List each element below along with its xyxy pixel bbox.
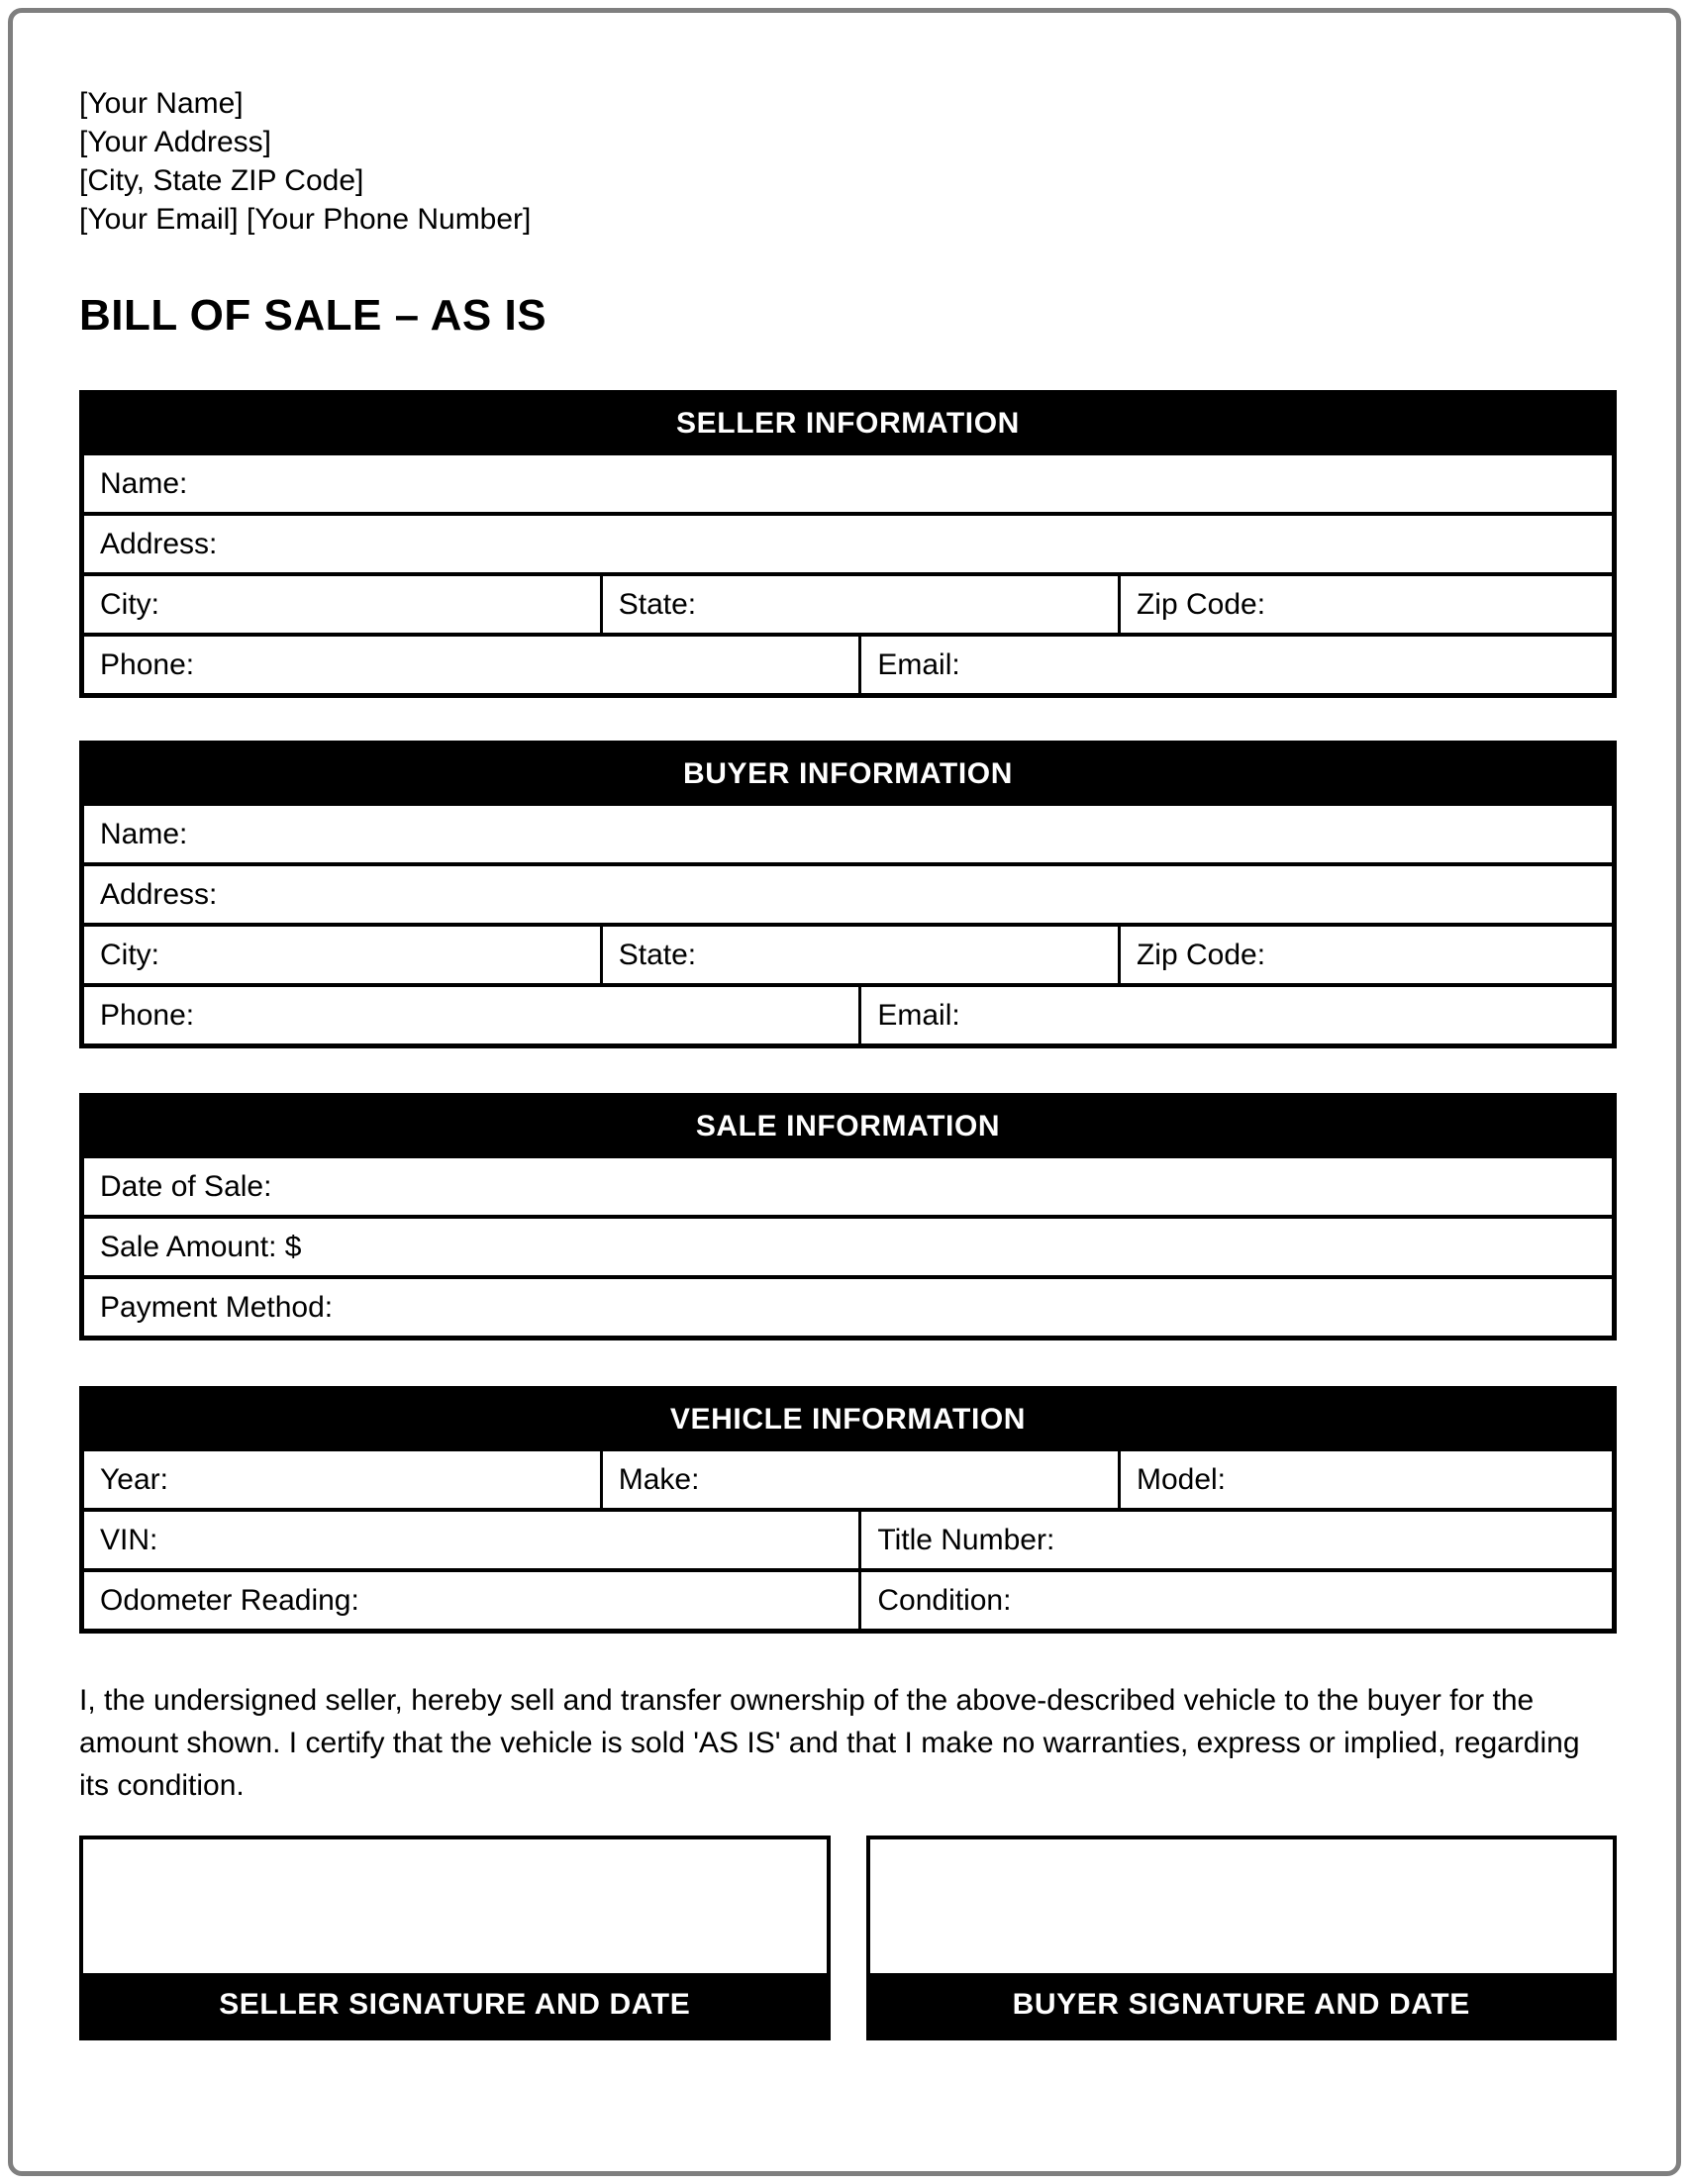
vehicle-odometer-label: Odometer Reading: [100,1583,359,1617]
sale-information-table [79,1093,1617,1340]
vehicle-odometer-field[interactable] [82,1570,860,1632]
sender-address-block [79,84,1617,239]
buyer-city-field[interactable] [82,925,602,985]
seller-section-header: SELLER INFORMATION [82,393,1615,454]
vehicle-title-number-field[interactable] [860,1510,1615,1570]
buyer-address-label: Address: [100,877,218,911]
seller-phone-field[interactable] [82,635,860,696]
seller-city-field[interactable] [82,574,602,635]
buyer-section-header: BUYER INFORMATION [82,744,1615,805]
date-of-sale-label: Date of Sale: [100,1169,272,1203]
buyer-signature-caption: BUYER SIGNATURE AND DATE [870,1973,1614,2036]
vehicle-model-field[interactable] [1119,1449,1614,1510]
as-is-declaration-paragraph: I, the undersigned seller, hereby sell and transfer ownership of the above-described vehicle to the buyer for the amount shown. I certify that the vehicle is sold 'AS IS' and that I make no warranties, express or implied, regarding its condition. [79,1684,1580,1802]
buyer-phone-label: Phone: [100,998,195,1032]
signature-row [79,1836,1617,2040]
buyer-email-label: Email: [877,998,960,1032]
buyer-state-field[interactable] [601,925,1119,985]
sale-amount-label: Sale Amount: $ [100,1230,302,1263]
seller-email-field[interactable] [860,635,1615,696]
sender-city-line: [City, State ZIP Code] [79,164,364,197]
payment-method-field[interactable] [82,1277,1615,1339]
vehicle-make-label: Make: [618,1462,700,1496]
sale-section-header: SALE INFORMATION [82,1096,1615,1157]
seller-email-label: Email: [877,647,960,681]
buyer-information-table [79,741,1617,1048]
document-page [8,8,1681,2176]
seller-signature-field[interactable] [83,1839,827,1973]
sender-contact-line: [Your Email] [Your Phone Number] [79,203,532,236]
seller-signature-box [79,1836,831,2040]
sender-address-line: [Your Address] [79,126,272,158]
vehicle-make-field[interactable] [601,1449,1119,1510]
date-of-sale-field[interactable] [82,1156,1615,1217]
buyer-address-field[interactable] [82,864,1615,925]
buyer-state-label: State: [618,938,697,971]
buyer-signature-field[interactable] [870,1839,1614,1973]
vehicle-vin-field[interactable] [82,1510,860,1570]
buyer-email-field[interactable] [860,985,1615,1046]
document-content [13,13,1676,2040]
vehicle-information-table [79,1386,1617,1634]
vehicle-model-label: Model: [1136,1462,1227,1496]
seller-zip-field[interactable] [1119,574,1614,635]
vehicle-year-field[interactable] [82,1449,602,1510]
vehicle-condition-field[interactable] [860,1570,1615,1632]
sale-amount-field[interactable] [82,1217,1615,1277]
vehicle-title-number-label: Title Number: [877,1523,1055,1556]
buyer-zip-field[interactable] [1119,925,1614,985]
buyer-name-label: Name: [100,817,188,850]
seller-phone-label: Phone: [100,647,195,681]
vehicle-vin-label: VIN: [100,1523,158,1556]
sender-name-line: [Your Name] [79,87,244,120]
seller-name-label: Name: [100,466,188,500]
seller-name-field[interactable] [82,453,1615,514]
vehicle-condition-label: Condition: [877,1583,1012,1617]
buyer-signature-box [866,1836,1618,2040]
seller-state-label: State: [618,587,697,621]
seller-address-field[interactable] [82,514,1615,574]
buyer-phone-field[interactable] [82,985,860,1046]
page-title: BILL OF SALE – AS IS [79,291,547,340]
seller-signature-caption: SELLER SIGNATURE AND DATE [83,1973,827,2036]
seller-address-label: Address: [100,527,218,560]
buyer-city-label: City: [100,938,159,971]
buyer-zip-label: Zip Code: [1136,938,1266,971]
seller-state-field[interactable] [601,574,1119,635]
buyer-name-field[interactable] [82,804,1615,864]
seller-zip-label: Zip Code: [1136,587,1266,621]
vehicle-year-label: Year: [100,1462,168,1496]
payment-method-label: Payment Method: [100,1290,334,1324]
seller-city-label: City: [100,587,159,621]
vehicle-section-header: VEHICLE INFORMATION [82,1389,1615,1450]
seller-information-table [79,390,1617,698]
